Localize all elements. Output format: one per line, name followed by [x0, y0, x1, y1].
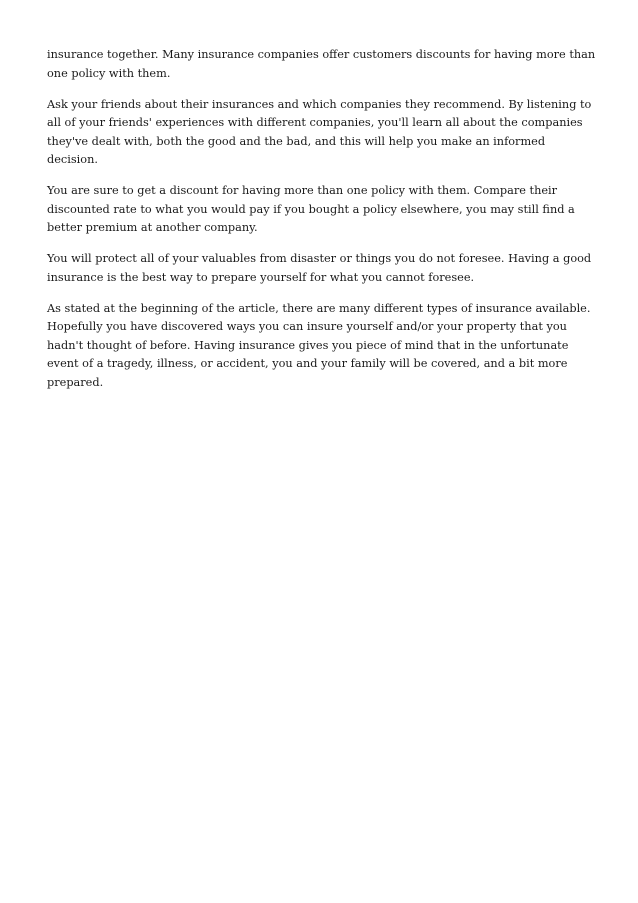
document-page: [47, 46, 597, 405]
paragraph-protect-valuables: You will protect all of your valuables from disaster or things you do not foresee. Having a good insurance is the best way to prepare yourself for what you cannot foresee.: [47, 252, 592, 284]
paragraph-continuation: insurance together. Many insurance companies offer customers discounts for having more than one policy with them.: [47, 48, 596, 80]
paragraph-discount: You are sure to get a discount for having more than one policy with them. Compare their discounted rate to what you would pay if you bought a policy elsewhere, you may still find a better premium at another company.: [47, 184, 575, 234]
paragraph-conclusion: As stated at the beginning of the article, there are many different types of insurance available. Hopefully you have discovered ways you can insure yourself and/or your property that you hadn't thought of before. Having insurance gives you piece of mind that in the unfortunate event of a tragedy, illness, or accident, you and your family will be covered, and a bit more prepared.: [47, 301, 591, 389]
paragraph-ask-friends: Ask your friends about their insurances and which companies they recommend. By listening to all of your friends' experiences with different companies, you'll learn all about the companies they've dealt with, both the good and the bad, and this will help you make an informed decision.: [47, 97, 592, 166]
